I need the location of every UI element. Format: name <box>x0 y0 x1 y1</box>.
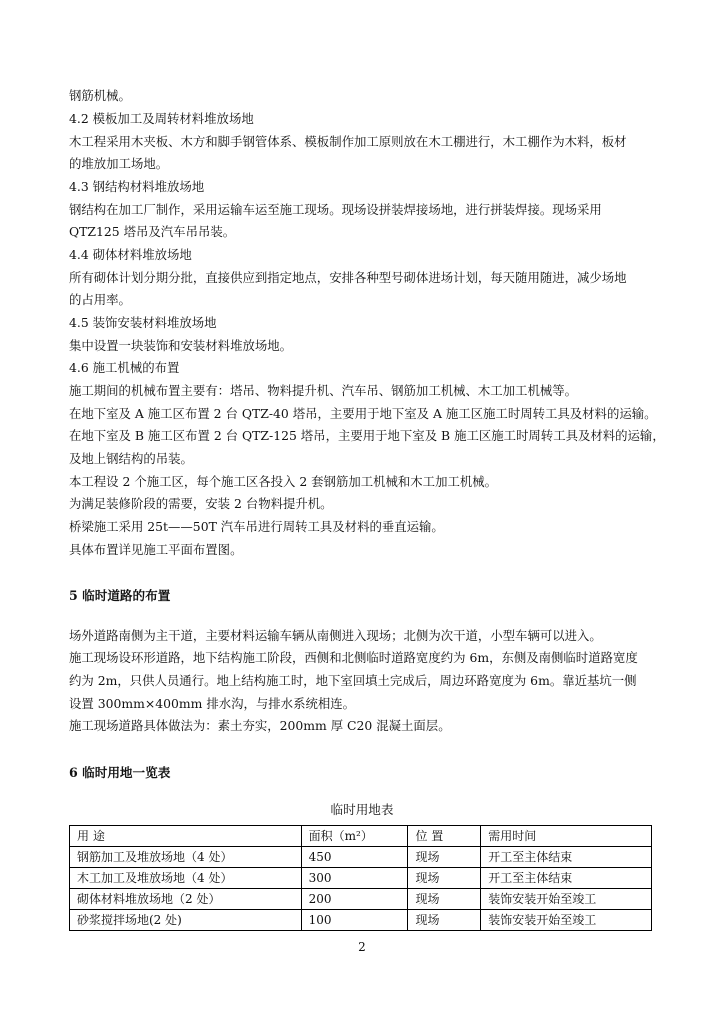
header-time: 需用时间 <box>481 826 652 847</box>
cell-use: 钢筋加工及堆放场地（4 处） <box>70 847 302 868</box>
section-5-line-2: 施工现场设环形道路，地下结构施工阶段，西侧和北侧临时道路宽度约为 6m，东侧及南侧临时道路宽度 <box>69 650 638 665</box>
subheading-4-6: 4.6 施工机械的布置 <box>69 360 180 375</box>
section-5-line-4: 设置 300mm×400mm 排水沟，与排水系统相连。 <box>69 696 356 711</box>
cell-time: 装饰安装开始至竣工 <box>481 910 652 931</box>
cell-location: 现场 <box>408 868 481 889</box>
body-line-15: 在地下室及 A 施工区布置 2 台 QTZ-40 塔吊，主要用于地下室及 A 施工区施工时周转工具及材料的运输。 <box>69 406 657 421</box>
body-line-12: 集中设置一块装饰和安装材料堆放场地。 <box>69 338 293 353</box>
table-caption: 临时用地表 <box>330 802 394 817</box>
body-line-3: 木工程采用木夹板、木方和脚手钢管体系、模板制作加工原则放在木工棚进行，木工棚作为木料，板材 <box>69 134 627 149</box>
body-line-6: 钢结构在加工厂制作，采用运输车运至施工现场。现场设拼装焊接场地，进行拼装焊接。现场采用 <box>69 202 602 217</box>
body-line-10: 的占用率。 <box>69 292 131 307</box>
body-line-20: 桥梁施工采用 25t——50T 汽车吊进行周转工具及材料的垂直运输。 <box>69 519 444 534</box>
body-line-1: 钢筋机械。 <box>69 88 131 103</box>
body-line-16: 在地下室及 B 施工区布置 2 台 QTZ-125 塔吊，主要用于地下室及 B 施工区施工时周转工具及材料的运输， <box>69 428 665 443</box>
section-5-line-3: 约为 2m，只供人员通行。地上结构施工时，地下室回填土完成后，周边环路宽度为 6m。靠近基坑一侧 <box>69 673 637 688</box>
cell-use: 木工加工及堆放场地（4 处） <box>70 868 302 889</box>
cell-time: 装饰安装开始至竣工 <box>481 889 652 910</box>
body-line-18: 本工程设 2 个施工区，每个施工区各投入 2 套钢筋加工机械和木工加工机械。 <box>69 474 498 489</box>
subheading-4-3: 4.3 钢结构材料堆放场地 <box>69 179 205 194</box>
section-6-heading: 6 临时用地一览表 <box>69 765 171 780</box>
section-5-heading: 5 临时道路的布置 <box>69 588 171 603</box>
cell-area: 450 <box>301 847 408 868</box>
body-line-19: 为满足装修阶段的需要，安装 2 台物料提升机。 <box>69 496 333 511</box>
body-line-9: 所有砌体计划分期分批，直接供应到指定地点，安排各种型号砌体进场计划，每天随用随进，减少场地 <box>69 270 627 285</box>
section-5-line-5: 施工现场道路具体做法为：素土夯实，200mm 厚 C20 混凝土面层。 <box>69 718 451 733</box>
body-line-4: 的堆放加工场地。 <box>69 156 169 171</box>
cell-use: 砌体材料堆放场地（2 处） <box>70 889 302 910</box>
table-row <box>70 889 652 910</box>
header-use: 用 途 <box>70 826 302 847</box>
header-location: 位 置 <box>408 826 481 847</box>
body-line-17: 及地上钢结构的吊装。 <box>69 451 193 466</box>
cell-area: 300 <box>301 868 408 889</box>
subheading-4-5: 4.5 装饰安装材料堆放场地 <box>69 315 217 330</box>
table-row <box>70 868 652 889</box>
cell-location: 现场 <box>408 889 481 910</box>
subheading-4-2: 4.2 模板加工及周转材料堆放场地 <box>69 111 254 126</box>
section-5-line-1: 场外道路南侧为主干道，主要材料运输车辆从南侧进入现场；北侧为次干道，小型车辆可以进入。 <box>69 628 602 643</box>
cell-use: 砂浆搅拌场地(2 处) <box>70 910 302 931</box>
page-number: 2 <box>358 940 366 954</box>
cell-time: 开工至主体结束 <box>481 847 652 868</box>
table-row <box>70 910 652 931</box>
table-row <box>70 847 652 868</box>
body-line-21: 具体布置详见施工平面布置图。 <box>69 542 243 557</box>
subheading-4-4: 4.4 砌体材料堆放场地 <box>69 247 192 262</box>
cell-area: 100 <box>301 910 408 931</box>
body-line-14: 施工期间的机械布置主要有：塔吊、物料提升机、汽车吊、钢筋加工机械、木工加工机械等。 <box>69 383 578 398</box>
header-area: 面积（m²） <box>301 826 408 847</box>
cell-location: 现场 <box>408 910 481 931</box>
body-line-7: QTZ125 塔吊及汽车吊吊装。 <box>69 224 236 239</box>
cell-area: 200 <box>301 889 408 910</box>
table-header-row <box>70 826 652 847</box>
cell-time: 开工至主体结束 <box>481 868 652 889</box>
temporary-land-table <box>69 825 652 931</box>
cell-location: 现场 <box>408 847 481 868</box>
